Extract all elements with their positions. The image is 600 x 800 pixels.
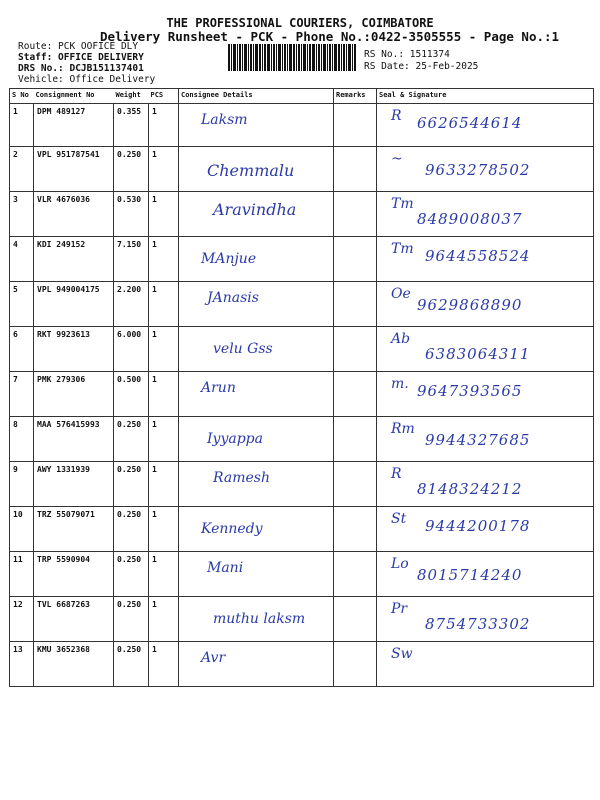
row-signature: [377, 327, 594, 372]
row-sno: 11: [10, 552, 34, 597]
row-sno: 5: [10, 282, 34, 327]
row-signature: [377, 642, 594, 687]
row-weight: 0.250: [114, 147, 149, 192]
signature-mark: Oe: [391, 286, 411, 302]
row-pcs: 1: [149, 104, 179, 147]
row-consignment-no: PMK 279306: [34, 372, 114, 417]
row-sno: 3: [10, 192, 34, 237]
table-row: [10, 417, 594, 462]
row-pcs: 1: [149, 237, 179, 282]
signature-phone: 9633278502: [425, 161, 531, 179]
signature-mark: Sw: [391, 646, 413, 662]
row-signature: [377, 372, 594, 417]
consignee-handwriting: Iyyappa: [207, 431, 263, 447]
row-remarks: [334, 104, 377, 147]
consignee-handwriting: Chemmalu: [207, 161, 295, 180]
row-sno: 6: [10, 327, 34, 372]
table-row: [10, 507, 594, 552]
row-signature: [377, 282, 594, 327]
row-consignee: [179, 147, 334, 192]
col-header-weight: Weight: [114, 89, 149, 104]
row-remarks: [334, 327, 377, 372]
row-weight: 0.250: [114, 417, 149, 462]
row-sno: 13: [10, 642, 34, 687]
signature-mark: St: [391, 511, 407, 527]
table-row: [10, 192, 594, 237]
consignee-handwriting: Kennedy: [201, 521, 263, 537]
row-weight: 0.250: [114, 552, 149, 597]
signature-phone: 6383064311: [425, 345, 531, 363]
col-header-sno: S No: [10, 89, 34, 104]
signature-mark: Tm: [391, 241, 414, 257]
vehicle-label: Vehicle: Office Delivery: [18, 74, 156, 85]
row-consignment-no: MAA 576415993: [34, 417, 114, 462]
table-row: [10, 327, 594, 372]
row-remarks: [334, 147, 377, 192]
row-consignment-no: TRZ 55079071: [34, 507, 114, 552]
row-consignment-no: KDI 249152: [34, 237, 114, 282]
row-consignment-no: VPL 949004175: [34, 282, 114, 327]
signature-phone: 9647393565: [417, 382, 523, 400]
table-row: [10, 642, 594, 687]
signature-phone: 9444200178: [425, 517, 531, 535]
table-row: [10, 237, 594, 282]
table-row: [10, 282, 594, 327]
row-remarks: [334, 372, 377, 417]
signature-phone: 9944327685: [425, 431, 531, 449]
signature-mark: Ab: [391, 331, 411, 347]
row-remarks: [334, 192, 377, 237]
consignee-handwriting: MAnjue: [201, 251, 257, 267]
signature-mark: R: [391, 108, 402, 124]
table-header-row: [10, 89, 594, 104]
barcode-icon: [228, 44, 356, 71]
staff-label: Staff: OFFICE DELIVERY: [18, 52, 144, 63]
consignee-handwriting: velu Gss: [213, 341, 273, 357]
row-sno: 12: [10, 597, 34, 642]
row-remarks: [334, 417, 377, 462]
row-consignee: [179, 417, 334, 462]
row-remarks: [334, 597, 377, 642]
row-consignee: [179, 552, 334, 597]
signature-phone: 9629868890: [417, 296, 523, 314]
col-header-consignment: Consignment No: [34, 89, 114, 104]
row-consignment-no: RKT 9923613: [34, 327, 114, 372]
table-row: [10, 462, 594, 507]
rs-date: RS Date: 25-Feb-2025: [364, 61, 479, 72]
consignee-handwriting: Arun: [201, 380, 236, 396]
consignee-handwriting: muthu laksm: [213, 611, 306, 627]
row-remarks: [334, 507, 377, 552]
table-row: [10, 104, 594, 147]
row-signature: [377, 507, 594, 552]
row-consignee: [179, 372, 334, 417]
col-header-pcs: PCS: [149, 89, 179, 104]
route-label: Route: PCK OOFICE DLY: [18, 41, 139, 52]
table-row: [10, 597, 594, 642]
row-consignee: [179, 237, 334, 282]
runsheet-table: [9, 88, 594, 687]
signature-mark: ~: [391, 151, 403, 167]
runsheet-subtitle: Delivery Runsheet - PCK - Phone No.:0422-3505555 - Page No.:1: [100, 29, 560, 44]
row-signature: [377, 417, 594, 462]
row-pcs: 1: [149, 282, 179, 327]
signature-mark: R: [391, 466, 402, 482]
row-weight: 0.250: [114, 507, 149, 552]
row-signature: [377, 104, 594, 147]
row-pcs: 1: [149, 552, 179, 597]
table-row: [10, 147, 594, 192]
row-weight: 7.150: [114, 237, 149, 282]
signature-phone: 8754733302: [425, 615, 531, 633]
row-weight: 0.250: [114, 462, 149, 507]
consignee-handwriting: JAnasis: [207, 290, 259, 306]
row-pcs: 1: [149, 192, 179, 237]
signature-phone: 8489008037: [417, 210, 523, 228]
row-pcs: 1: [149, 372, 179, 417]
col-header-remarks: Remarks: [334, 89, 377, 104]
row-remarks: [334, 237, 377, 282]
row-pcs: 1: [149, 462, 179, 507]
row-consignment-no: DPM 489127: [34, 104, 114, 147]
signature-phone: 9644558524: [425, 247, 531, 265]
row-consignee: [179, 104, 334, 147]
row-sno: 7: [10, 372, 34, 417]
consignee-handwriting: Avr: [201, 650, 226, 666]
row-pcs: 1: [149, 507, 179, 552]
col-header-signature: Seal & Signature: [377, 89, 594, 104]
row-consignee: [179, 507, 334, 552]
row-consignee: [179, 597, 334, 642]
row-pcs: 1: [149, 642, 179, 687]
company-title: THE PROFESSIONAL COURIERS, COIMBATORE: [166, 16, 434, 30]
row-consignment-no: KMU 3652368: [34, 642, 114, 687]
signature-phone: 6626544614: [417, 114, 523, 132]
row-sno: 4: [10, 237, 34, 282]
table-row: [10, 372, 594, 417]
row-consignment-no: TRP 5590904: [34, 552, 114, 597]
row-signature: [377, 552, 594, 597]
row-consignee: [179, 462, 334, 507]
row-signature: [377, 462, 594, 507]
consignee-handwriting: Mani: [207, 560, 244, 576]
row-weight: 0.250: [114, 597, 149, 642]
signature-mark: Lo: [391, 556, 409, 572]
consignee-handwriting: Ramesh: [213, 470, 270, 486]
rs-number: RS No.: 1511374: [364, 49, 450, 60]
row-weight: 6.000: [114, 327, 149, 372]
row-pcs: 1: [149, 597, 179, 642]
signature-phone: 8015714240: [417, 566, 523, 584]
row-weight: 0.250: [114, 642, 149, 687]
row-consignment-no: AWY 1331939: [34, 462, 114, 507]
consignee-handwriting: Aravindha: [213, 200, 297, 219]
signature-mark: m.: [391, 376, 409, 392]
row-signature: [377, 597, 594, 642]
row-sno: 9: [10, 462, 34, 507]
table-row: [10, 552, 594, 597]
row-remarks: [334, 642, 377, 687]
row-sno: 10: [10, 507, 34, 552]
row-consignee: [179, 282, 334, 327]
drs-number: DRS No.: DCJB151137401: [18, 63, 144, 74]
row-weight: 0.355: [114, 104, 149, 147]
signature-mark: Tm: [391, 196, 414, 212]
row-remarks: [334, 552, 377, 597]
row-pcs: 1: [149, 327, 179, 372]
row-signature: [377, 147, 594, 192]
row-pcs: 1: [149, 417, 179, 462]
row-consignee: [179, 327, 334, 372]
row-signature: [377, 192, 594, 237]
row-sno: 2: [10, 147, 34, 192]
row-sno: 8: [10, 417, 34, 462]
row-consignment-no: TVL 6687263: [34, 597, 114, 642]
consignee-handwriting: Laksm: [201, 112, 248, 128]
row-weight: 0.500: [114, 372, 149, 417]
row-weight: 2.200: [114, 282, 149, 327]
signature-phone: 8148324212: [417, 480, 523, 498]
row-sno: 1: [10, 104, 34, 147]
row-consignment-no: VPL 951787541: [34, 147, 114, 192]
row-consignment-no: VLR 4676036: [34, 192, 114, 237]
signature-mark: Pr: [391, 601, 408, 617]
row-signature: [377, 237, 594, 282]
row-pcs: 1: [149, 147, 179, 192]
row-consignee: [179, 192, 334, 237]
row-remarks: [334, 462, 377, 507]
col-header-consignee: Consignee Details: [179, 89, 334, 104]
row-weight: 0.530: [114, 192, 149, 237]
signature-mark: Rm: [391, 421, 415, 437]
row-remarks: [334, 282, 377, 327]
row-consignee: [179, 642, 334, 687]
